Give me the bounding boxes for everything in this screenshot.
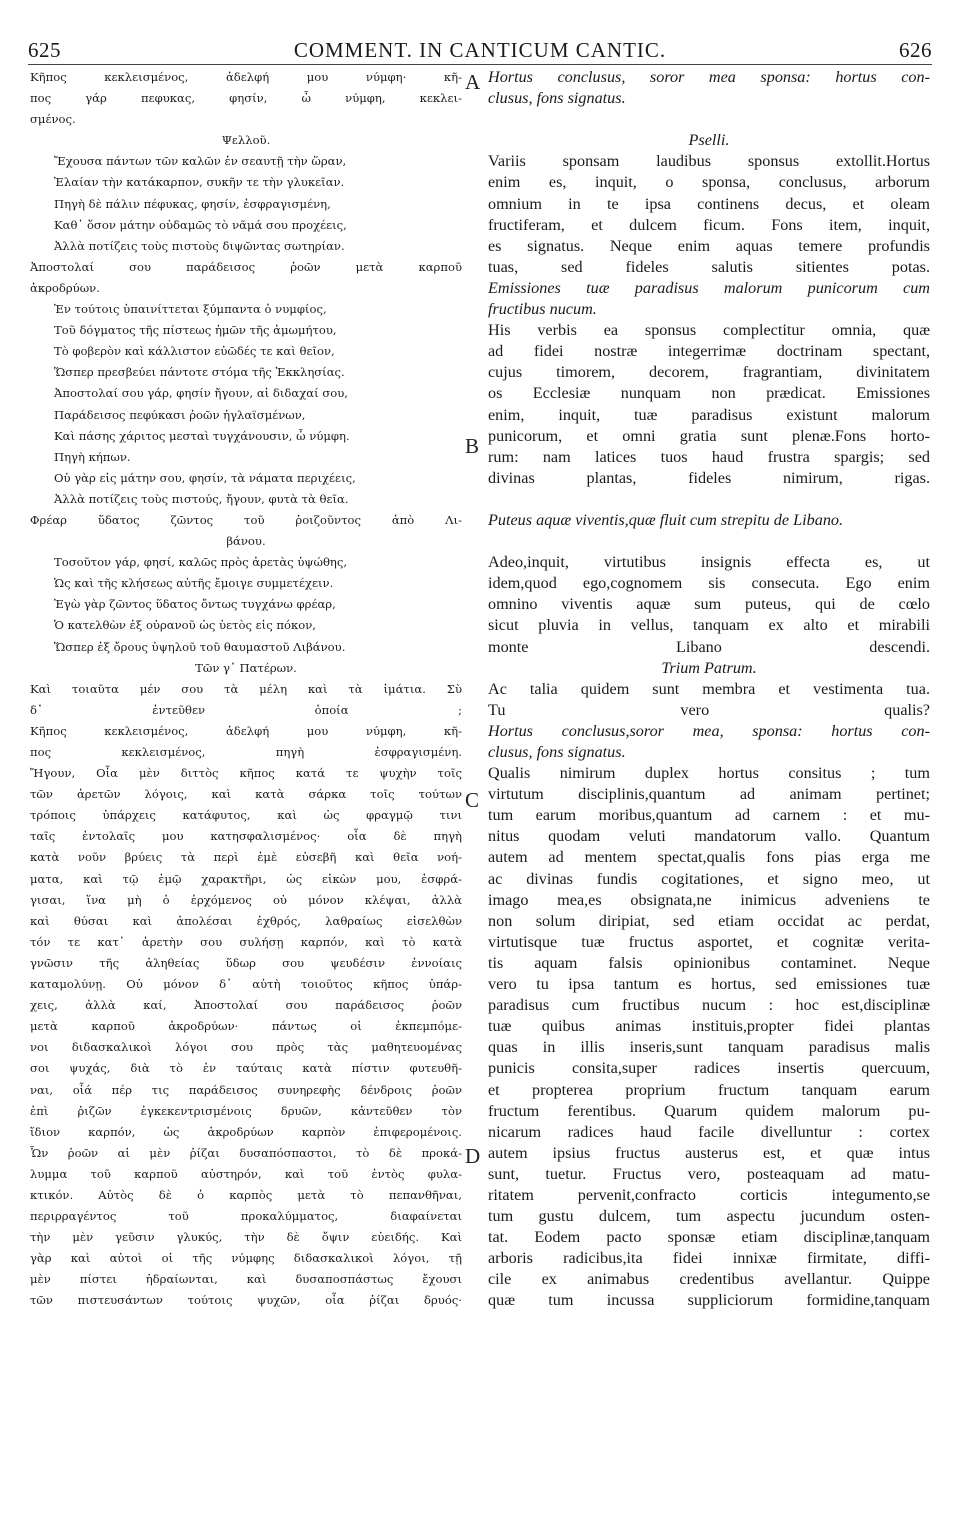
- latin-text-line: cile ex animabus credentibus avellantur. Quippe: [488, 1270, 930, 1289]
- page-number-right: 626: [899, 38, 932, 62]
- latin-text-line: Tu vero qualis?: [488, 700, 930, 719]
- latin-text-line: Hortus conclusus,soror mea, sponsa: hortus con-: [488, 721, 930, 740]
- latin-text-line: clusus, fons signatus.: [488, 743, 626, 761]
- greek-text-line: Ἀλλὰ ποτίζεις τοὺς πιστούς, ἤγουν, φυτὰ τὰ θεῖα.: [54, 491, 349, 506]
- latin-text-line: tis aquam falsis opinionibus contaminet. Neque: [488, 953, 930, 972]
- latin-text-line: fructibus nucum.: [488, 300, 597, 319]
- latin-text-line: divinas plantas, fideles nimirum, rigas.: [488, 468, 930, 487]
- latin-text-line: punicis consita,super radices insertis quercuum,: [488, 1059, 930, 1078]
- greek-text-line: τῶν ἀρετῶν λόγοις, καὶ κατὰ σάρκα τοῖς τούτων: [30, 787, 462, 802]
- greek-text-line: Καὶ πάσης χάριτος μεσταὶ τυγχάνουσιν, ὦ νύμφη.: [54, 428, 350, 443]
- greek-text-line: Καθ᾽ ὅσον μάτην οὐδαμῶς τὸ νᾶμά σου προχέεις,: [54, 217, 347, 232]
- greek-text-line: τρόποις ὑπάρχεις κατάφυτος, καὶ ὡς φραγμῷ τινι: [30, 808, 462, 823]
- latin-text-line: nitus quodam veluti mandatorum vallo. Quantum: [488, 827, 930, 846]
- greek-text-line: γνῶσιν τῆς ἀληθείας ὕδωρ σου ψευδέσιν ἐννοίαις: [30, 955, 462, 970]
- latin-text-line: idem,quod ego,cognomem sis consecuta. Ego enim: [488, 574, 930, 593]
- greek-text-line: Τῶν γ᾽ Πατέρων.: [195, 660, 297, 675]
- latin-text-line: non solum diripiat, sed etiam occidat ac perdat,: [488, 911, 930, 930]
- latin-text-line: Variis sponsam laudibus sponsus extollit.Hortus: [488, 152, 930, 171]
- latin-text-line: His verbis ea sponsus complectitur omnia, quæ: [488, 321, 930, 340]
- latin-text-line: fructum ferentibus. Quarum quidem malorum pu-: [488, 1101, 930, 1120]
- greek-text-line: περιρραγέντος τοῦ προκαλύμματος, διαφαίνεται: [30, 1209, 462, 1224]
- margin-letter-d: D: [465, 1144, 481, 1168]
- greek-text-line: Κῆπος κεκλεισμένος, ἀδελφή μου νύμφη, κῆ-: [30, 723, 462, 738]
- running-title: COMMENT. IN CANTICUM CANTIC.: [293, 38, 667, 62]
- latin-text-line: Emissiones tuæ paradisus malorum punicorum cum: [488, 278, 930, 297]
- latin-text-line: ad fidei nostræ integerrimæ doctrinam spectant,: [488, 342, 930, 361]
- greek-text-line: γισαι, ἵνα μὴ ὁ ἐρχόμενος οὐ μόνον κλέψαι, ἀλλὰ: [30, 892, 462, 907]
- latin-text-line: Trium Patrum.: [661, 658, 757, 677]
- latin-text-line: Ac talia quidem sunt membra et vestimenta tua.: [488, 679, 930, 698]
- greek-text-line: μὲν πίστει ἡδραίωνται, καὶ δυσαποσπάστως ἔχουσι: [30, 1272, 462, 1287]
- greek-text-line: σοι ψυχάς, διὰ τὸ ἐν ταύταις κατὰ πίστιν φυτευθῆ-: [30, 1061, 462, 1076]
- greek-text-line: Ὡς καὶ τῆς κλήσεως αὐτῆς ἔμοιγε συμμετέχειν.: [54, 576, 334, 591]
- latin-text-line: fructiferam, et dulcem ficum. Fons item, inquit,: [488, 215, 930, 234]
- greek-text-line: νοι διδασκαλικοὶ λόγοι σου πρὸς τὰς μαθητευομένας: [30, 1040, 462, 1055]
- greek-text-line: χεις, ἀλλὰ καί, Ἀποστολαί σου παράδεισος ῥοῶν: [30, 998, 462, 1013]
- greek-text-line: ναι, οἷά πέρ τις παράδεισος συνηρεφὴς δένδροις ῥοῶν: [30, 1082, 462, 1097]
- greek-text-line: Ἀλλὰ ποτίζεις τοὺς πιστοὺς διψῶντας σωτηρίαν.: [54, 238, 345, 253]
- latin-text-line: arboris radicibus,ita fidei innixæ firmitate, diffi-: [488, 1249, 930, 1268]
- latin-text-line: omnium in te ipsa continens decus, et oleam: [488, 194, 930, 213]
- greek-text-line: Ἐλαίαν τὴν κατάκαρπον, συκῆν τε τὴν γλυκεῖαν.: [54, 175, 345, 190]
- latin-text-line: autem ad mentem spectat,qualis fons pias erga me: [488, 848, 930, 867]
- greek-text-line: Καὶ τοιαῦτα μέν σου τὰ μέλη καὶ τὰ ἱμάτια. Σὺ: [30, 681, 462, 696]
- latin-text-line: tuas, sed fideles salutis sitientes potas.: [488, 257, 930, 276]
- latin-text-line: cujus timorem, decorem, fragrantiam, divinitatem: [488, 363, 930, 382]
- greek-text-line: Φρέαρ ὕδατος ζῶντος τοῦ ῥοιζοῦντος ἀπὸ Λι-: [30, 512, 462, 527]
- latin-text-line: vero tu ipsa tantum es hortus, sed emissiones tuæ: [488, 975, 930, 994]
- latin-text-line: punicorum, et omni gratia sunt plenæ.Fons horto-: [488, 426, 930, 445]
- greek-text-line: κατὰ νοῦν βρύεις τὰ περὶ ἐμὲ εὐσεβῆ καὶ θεῖα νοή-: [30, 850, 462, 865]
- greek-text-line: ματα, καὶ τῷ ἐμῷ χαρακτῆρι, ὡς εἰκὼν μου, ἐσφρά-: [30, 871, 462, 886]
- greek-text-line: σμένος.: [30, 112, 76, 127]
- latin-text-line: sicut pluvia in vellus, tanquam ex alto et mirabili: [488, 616, 930, 635]
- latin-column: [488, 67, 930, 1312]
- greek-text-line: τόν τε κατ᾽ ἀρετὴν σου συλήσῃ καρπόν, καὶ τὸ κατὰ: [30, 934, 462, 949]
- greek-text-line: λυμμα τοῦ καρποῦ αὐστηρόν, καὶ τοῦ ἐντὸς φυλα-: [30, 1166, 462, 1181]
- greek-column: [30, 67, 462, 1312]
- latin-text-line: nicarum radices haud facile divelluntur : cortex: [488, 1122, 930, 1141]
- greek-text-line: Ἐν τούτοις ὑπαινίττεται ξύμπαντα ὁ νυμφίος,: [54, 302, 327, 317]
- latin-text-line: virtutisque tuæ fructus asportet, et cognitæ verita-: [488, 932, 930, 951]
- greek-text-line: μετὰ καρποῦ ἀκροδρύων· πάντως οἱ ἐκπεμπόμε-: [30, 1019, 462, 1034]
- latin-text-line: [488, 489, 930, 510]
- greek-text-line: γὰρ καὶ αὐτοὶ οἱ τῆς νύμφης διδασκαλικοὶ λόγοι, τῇ: [30, 1251, 462, 1266]
- greek-text-line: Πηγὴ δὲ πάλιν πέφυκας, φησίν, ἐσφραγισμένη,: [54, 196, 331, 211]
- latin-text-line: virtutum disciplinis,quantum ad animam pertinet;: [488, 785, 930, 804]
- header-rule: [28, 64, 932, 65]
- greek-text-line: ἀκροδρύων.: [30, 280, 100, 295]
- margin-letter-a: A: [465, 70, 481, 94]
- greek-text-line: Ὧν ῥοῶν αἱ μὲν ῥίζαι δυσαπόσπαστοι, τὸ δὲ προκά-: [30, 1145, 462, 1160]
- latin-text-line: enim, inquit, tuæ paradisus existunt malorum: [488, 405, 930, 424]
- latin-text-line: tum earum moribus,quantum ad carnem : et mu-: [488, 806, 930, 825]
- latin-text-line: Puteus aquæ viventis,quæ fluit cum strepitu de Libano.: [488, 510, 844, 529]
- latin-text-line: ac divinas fundis cogitationes, et signo meo, ut: [488, 869, 930, 888]
- latin-text-line: Hortus conclusus, soror mea sponsa: hortus con-: [488, 68, 930, 86]
- greek-text-line: δ᾽ ἐντεῦθεν ὁποία ;: [30, 702, 462, 717]
- page-number-left: 625: [28, 38, 61, 62]
- margin-letter-b: B: [465, 434, 480, 458]
- latin-text-line: enim es, inquit, o sponsa, conclusus, arborum: [488, 173, 930, 192]
- latin-text-line: [488, 531, 930, 552]
- greek-text-line: Παράδεισος πεφύκασι ῥοῶν ἠγλαϊσμένων,: [54, 407, 306, 422]
- greek-text-line: πος γάρ πεφυκας, φησίν, ὦ νύμφη, κεκλει-: [30, 91, 462, 106]
- latin-text-line: ritatem pervenit,confracto corticis integumento,se: [488, 1185, 930, 1204]
- latin-text-line: quas in illis inseris,sunt tanquam paradisus malis: [488, 1038, 930, 1057]
- greek-text-line: καταμολύνῃ. Οὐ μόνον δ᾽ αὐτὴ τοιοῦτος κῆπος ὑπάρ-: [30, 977, 462, 992]
- latin-text-line: imago mea,es obsignata,ne inimicus adveniens te: [488, 890, 930, 909]
- latin-text-line: omnino viventis aquæ sum puteus, qui de cœlo: [488, 595, 930, 614]
- greek-text-line: κτικόν. Αὐτὸς δὲ ὁ καρπὸς μετὰ τὸ πεπανθῆναι,: [30, 1187, 462, 1202]
- greek-text-line: Οὐ γὰρ εἰς μάτην σου, φησίν, τὰ νάματα περιχέεις,: [54, 470, 356, 485]
- greek-text-line: Ἀποστολαί σου γάρ, φησίν ἤγουν, αἱ διδαχαί σου,: [54, 386, 348, 401]
- greek-text-line: Ὁ κατελθὼν ἐξ οὐρανοῦ ὡς ὑετὸς εἰς πόκον,: [54, 618, 316, 633]
- greek-text-line: Πηγὴ κήπων.: [54, 449, 131, 464]
- latin-text-line: [488, 109, 930, 130]
- greek-text-line: Κῆπος κεκλεισμένος, ἀδελφή μου νύμφη· κῆ-: [30, 70, 462, 84]
- greek-text-line: ταῖς ἐντολαῖς μου κατησφαλισμένος· οἷα δὲ πηγὴ: [30, 829, 462, 844]
- greek-text-line: Ἀποστολαί σου παράδεισος ῥοῶν μετὰ καρποῦ: [30, 259, 462, 274]
- latin-text-line: tum gustu dulcem, tum aspectu jucundum osten-: [488, 1207, 930, 1226]
- greek-text-line: Τὸ φοβερὸν καὶ κάλλιστον εὐῶδές τε καὶ θεῖον,: [54, 344, 335, 359]
- latin-text-line: os Ecclesiæ nunquam non prædicat. Emissiones: [488, 384, 930, 403]
- greek-text-line: Τοῦ δόγματος τῆς πίστεως ἡμῶν τῆς ἀμωμήτου,: [54, 323, 337, 338]
- greek-text-line: Ἤγουν, Οἷα μὲν διττὸς κῆπος κατά τε ψυχὴν τοῖς: [30, 766, 462, 781]
- greek-text-line: βάνου.: [226, 534, 266, 549]
- greek-text-line: καὶ θύσαι καὶ ἀπολέσαι ἐχθρός, λαθραίως εἰσελθὼν: [30, 913, 462, 928]
- greek-text-line: ἴδιον καρπόν, ὡς ἀκροδρύων καρπὸν ἐπιφερομένοις.: [30, 1124, 462, 1139]
- latin-text-line: monte Libano descendi.: [488, 637, 930, 656]
- greek-text-line: Ψελλοῦ.: [221, 133, 271, 148]
- greek-text-line: πος κεκλεισμένος, πηγὴ ἐσφραγισμένη.: [30, 745, 462, 759]
- greek-text-line: ἐπὶ ῥιζῶν ἐγκεκεντρισμένοις δρυῶν, κἀντεῦθεν τὸν: [30, 1103, 462, 1118]
- latin-text-line: Qualis nimirum duplex hortus consitus ; tum: [488, 764, 930, 783]
- latin-text-line: tuæ quibus animas instituis,propter fidei plantas: [488, 1017, 930, 1036]
- latin-text-line: paradisus cum fructibus nucum : hoc est,disciplinæ: [488, 996, 930, 1015]
- greek-text-line: Ἐγὼ γὰρ ζῶντος ὕδατος ὄντως τυγχάνω φρέαρ,: [54, 597, 336, 612]
- running-header: [28, 38, 932, 64]
- greek-text-line: Ὥσπερ πρεσβεύει πάντοτε στόμα τῆς Ἐκκλησίας.: [54, 365, 345, 380]
- latin-text-line: Pselli.: [688, 131, 730, 150]
- latin-text-line: autem ipsius fructus austerus est, et quæ intus: [488, 1143, 930, 1162]
- latin-text-line: quæ tum incussa suppliciorum formidine,tanquam: [488, 1291, 930, 1310]
- greek-text-line: τὴν μὲν γεῦσιν γλυκύς, τὴν δὲ ὄψιν εὐειδής. Καὶ: [30, 1230, 462, 1245]
- latin-text-line: tat. Eodem pacto sponsæ etiam disciplinæ,tanquam: [488, 1228, 930, 1247]
- greek-text-line: Ὥσπερ ἐξ ὄρους ὑψηλοῦ τοῦ θαυμαστοῦ Λιβάνου.: [54, 639, 346, 654]
- greek-text-line: Τοσοῦτον γάρ, φησί, καλῶς πρὸς ἀρετὰς ὑψώθης,: [54, 555, 348, 570]
- latin-text-line: es signatus. Neque enim aquas temere profundis: [488, 236, 930, 255]
- latin-text-line: rum: nam latices tuos haud frustra spargis; sed: [488, 447, 930, 466]
- latin-text-line: Adeo,inquit, virtutibus insignis effecta es, ut: [488, 553, 930, 572]
- greek-text-line: Ἔχουσα πάντων τῶν καλῶν ἐν σεαυτῇ τὴν ὥραν,: [54, 154, 347, 169]
- latin-text-line: clusus, fons signatus.: [488, 89, 626, 108]
- latin-text-line: sunt, tuetur. Fructus vero, posteaquam ad matu-: [488, 1164, 930, 1183]
- greek-text-line: τῶν πιστευσάντων τούτοις ψυχῶν, οἷα ῥίζαι δρυός·: [30, 1293, 462, 1308]
- margin-letter-c: C: [465, 788, 480, 812]
- latin-text-line: et propterea proprium fructum tanquam earum: [488, 1080, 930, 1099]
